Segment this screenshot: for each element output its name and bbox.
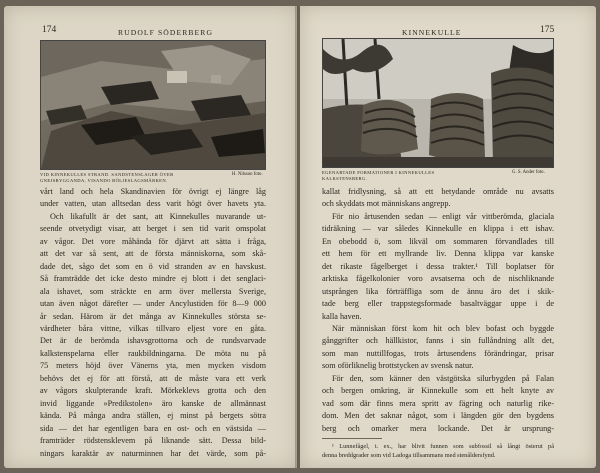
page-number: 174 xyxy=(42,25,57,35)
right-body-text xyxy=(322,186,554,435)
photo-credit: H. Nilsson foto. xyxy=(232,172,263,177)
text-line: För den, som känner den västgötska silurbygden på Falan xyxy=(332,373,554,383)
caption-line: EGENARTADE FORMATIONER I KINNEKULLES xyxy=(322,170,435,175)
text-line: berg och omarker mera lockande. Det är ursprung- xyxy=(322,423,554,433)
text-line: En obebodd ö, som likväl om sommaren förvandlades till xyxy=(322,236,554,246)
text-line: framträder rödstensklevem på liknande sätt. Dessa bild- xyxy=(40,436,266,446)
photo-credit: G. S. Ander foto. xyxy=(512,170,545,175)
caption-line: KALKSTENSBERG. xyxy=(322,176,368,182)
text-line: sida — det har egentligen bara en ost- och en västsida — xyxy=(40,423,266,433)
footnote-line: denna breddgrader som vid Ladoga tillsammans med stenåldersfynd. xyxy=(322,452,496,459)
text-line: utan även något därefter — under Ancylustiden för 8—9 000 xyxy=(40,299,266,309)
rock-formations-photo xyxy=(322,38,554,168)
text-line: ett hem för ett myllrande liv. Denna klippa var kanske xyxy=(322,249,554,259)
text-line: kallat fridlysning, så att ett betydande område nu avsatts xyxy=(322,187,554,196)
text-line: dade det, sågo det som en ö vid stranden av en havskust. xyxy=(40,261,266,271)
text-line: dom. Men det saknar något, som i längden gör den bygdens xyxy=(322,411,554,421)
right-page xyxy=(300,6,596,468)
text-line: av vågor. Det vore måhända för djärvt att sätta i fråga, xyxy=(40,236,266,246)
text-line: av vågors skulpterande kraft. Mörkeklevs grotta och den xyxy=(40,386,266,396)
footnote-rule xyxy=(322,438,382,439)
text-line: ningars karaktär av naturminnen har det värde, som på- xyxy=(40,448,266,458)
text-line: och skyddats mot människans angrepp. xyxy=(322,199,451,209)
text-line: värdheter båra vittne, vilkas tillvaro eljest vore en gåta. xyxy=(40,323,266,333)
shore-sandstone-photo xyxy=(40,40,266,170)
text-line: kalla haven. xyxy=(322,311,362,321)
text-line: som man nuttillfogas, trots årtusendens förändringar, prisar xyxy=(322,348,554,358)
photo-caption xyxy=(40,172,230,184)
footnote xyxy=(322,442,554,460)
text-line: tidräkning — var således Kinnekulle en klippa i ett ishav. xyxy=(322,224,554,234)
footnote-line: ¹ Lunnefågel, t. ex., har blivit funnen som subfossil så långt österut på xyxy=(332,443,554,450)
text-line: vårt land och hela Skandinavien för övrigt ej längre låg xyxy=(40,187,266,196)
text-line: Det är de berömda ishavsgrottorna och de rundsvarvade xyxy=(40,336,266,346)
text-line: För nio årtusenden sedan — enligt vår vittberömda, glaciala xyxy=(332,211,554,221)
text-line: Så framträdde det icke desto mindre ej blott i det senglaci- xyxy=(40,274,266,284)
shore-rock-illustration xyxy=(41,41,265,169)
left-body-text xyxy=(40,186,266,460)
text-line: som oförliknelig brottstycken av svensk natur. xyxy=(322,361,474,371)
caption-line: VID KINNEKULLES STRAND. SANDSTENSLAGER ÖVER xyxy=(40,172,174,177)
running-head: RUDOLF SÖDERBERG xyxy=(118,28,214,37)
photo-caption xyxy=(322,170,512,182)
text-line: behövs det ej för att förstå, att de måste vara ett verk xyxy=(40,373,266,383)
text-line: vad som där finns mera spritt av fägring och naturlig rike- xyxy=(322,398,554,408)
text-line: invid liggande »Predikstolen» äro kanske de allmännast xyxy=(40,398,266,408)
text-line: ala ishavet, som sträckte en arm över mellersta Sverige, xyxy=(40,286,266,296)
running-head: KINNEKULLE xyxy=(402,28,462,37)
text-line: år sedan. Härom är det många av Kinnekulles största se- xyxy=(40,311,266,321)
caption-line: GNEJSBYGGANDA, VISANDO BÖLJESLAGSMÄRKEN. xyxy=(40,178,168,184)
text-line: att det var så sent, att de första människorna, som skå- xyxy=(40,249,266,259)
text-line: När människan först kom hit och blev bofast och byggde xyxy=(332,323,554,333)
text-line: seende otvetydigt visar, att berget i sen tid varit omspolat xyxy=(40,224,266,234)
limestone-formation-illustration xyxy=(323,39,553,167)
text-line: 75 meters höjd över Vänerns yta, men mycken visdom xyxy=(40,361,266,371)
page-number: 175 xyxy=(540,25,555,35)
text-line: och bergen omkring, är Kinnekulle som ett helt knyte av xyxy=(322,386,554,396)
text-line: det rikaste fågelberget i dessa trakter.¹ Till boplatser för xyxy=(322,261,554,271)
text-line: Och likafullt är det sant, att Kinnekulles nuvarande ut- xyxy=(50,211,266,221)
text-line: under vatten, utan alltsedan dess varit högt över havets yta. xyxy=(40,199,266,209)
text-line: gånggrifter och hällkistor, fanns i sin fullåndning allt det, xyxy=(322,336,554,346)
text-line: kalkstenspelarna eller raukbildningarna. De möta nu på xyxy=(40,348,266,358)
text-line: arktiska fågelkolonier voro avsatserna och de nischliknande xyxy=(322,274,554,284)
left-page xyxy=(4,6,297,468)
text-line: tade berg eller trappstegsformade basaltväggar uppe i de xyxy=(322,299,554,309)
text-line: kända. På många andra ställen, ej minst på bergets sötra xyxy=(40,411,266,421)
text-line: utsprången lika förträffliga som de ännu äro det i skik- xyxy=(322,286,554,296)
